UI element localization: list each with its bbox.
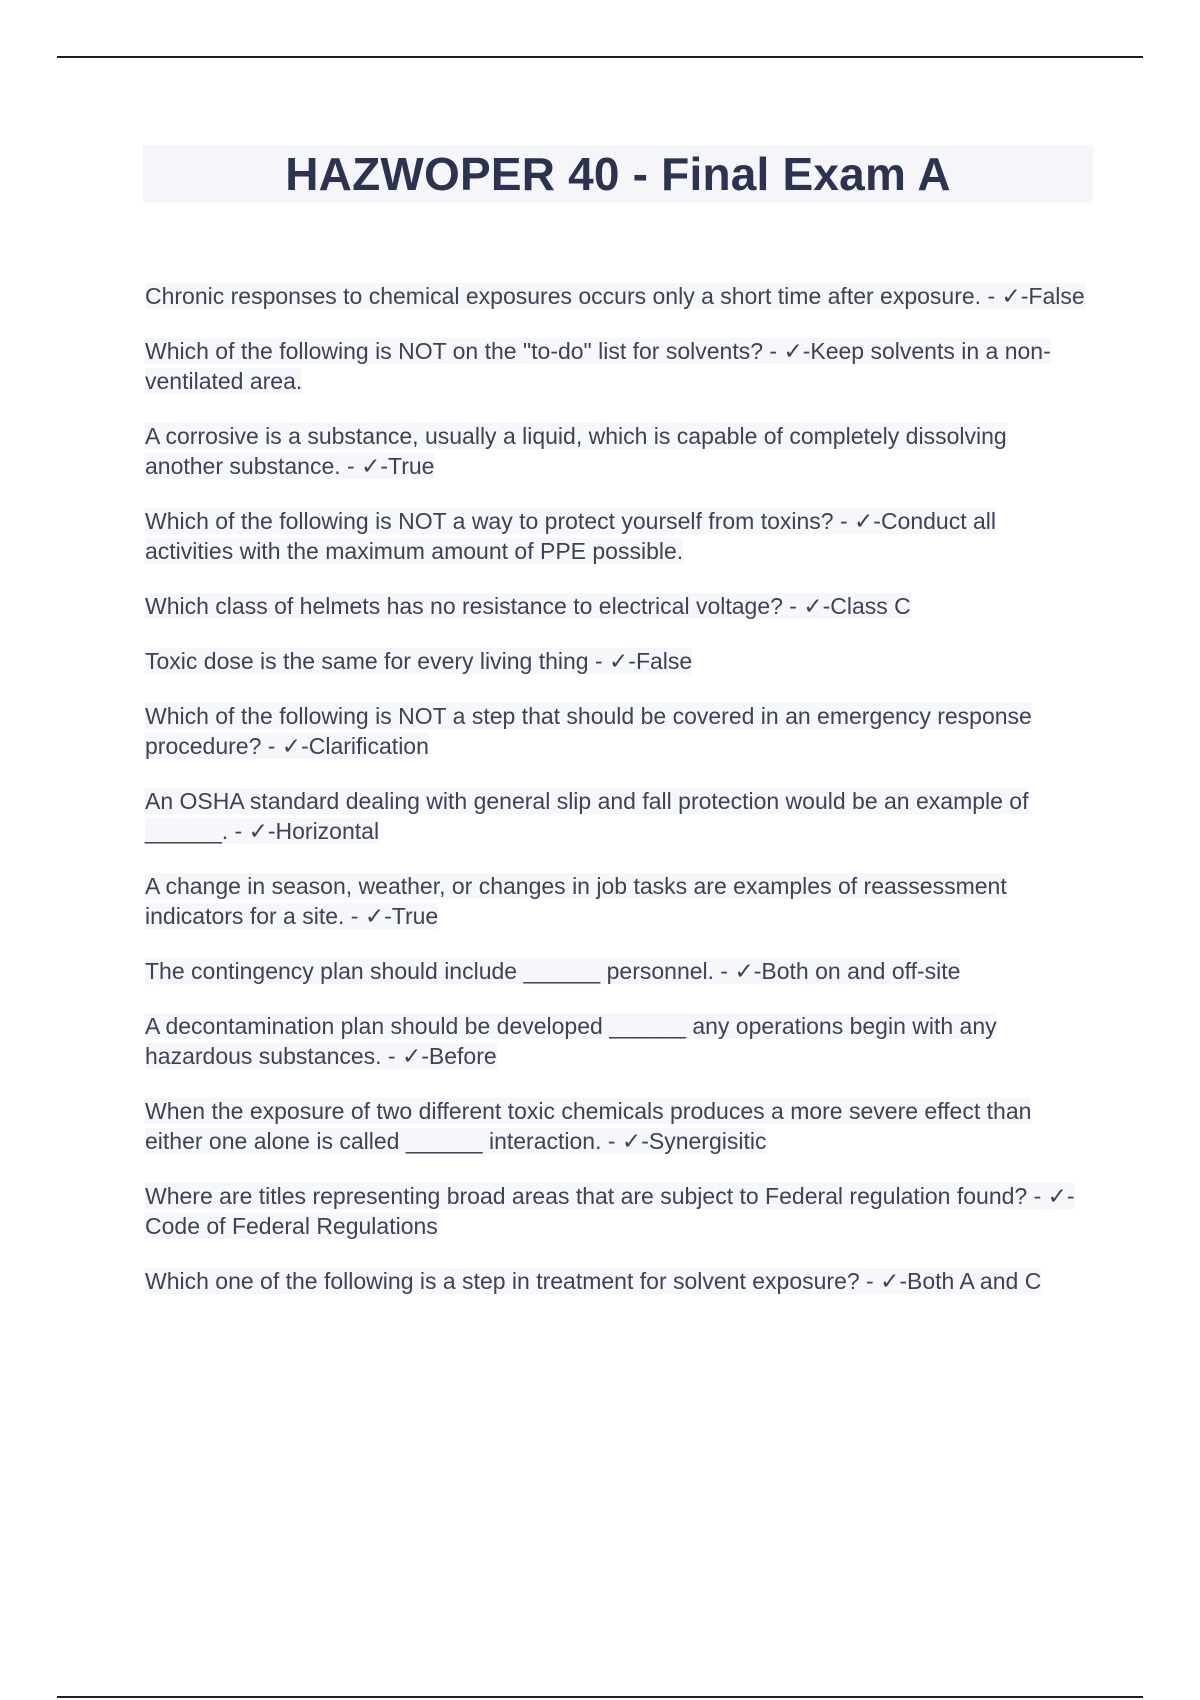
question-item xyxy=(145,646,1090,676)
title-band xyxy=(143,145,1093,203)
question-list xyxy=(145,258,1090,1321)
question-text: Which of the following is NOT a step that should be covered in an emergency response procedure? - ✓-Clarification xyxy=(145,703,1032,759)
question-text: Which class of helmets has no resistance to electrical voltage? - ✓-Class C xyxy=(145,593,911,619)
question-text: The contingency plan should include ______ personnel. - ✓-Both on and off-site xyxy=(145,958,961,984)
question-text: Chronic responses to chemical exposures occurs only a short time after exposure. - ✓-False xyxy=(145,283,1085,309)
question-item xyxy=(145,1181,1090,1241)
question-item xyxy=(145,956,1090,986)
question-text: Toxic dose is the same for every living thing - ✓-False xyxy=(145,648,693,674)
question-text: An OSHA standard dealing with general slip and fall protection would be an example of ______. - ✓-Horizontal xyxy=(145,788,1029,844)
question-item xyxy=(145,1266,1090,1296)
question-text: Where are titles representing broad areas that are subject to Federal regulation found? - ✓-Code of Federal Regulations xyxy=(145,1183,1075,1239)
question-item xyxy=(145,871,1090,931)
question-item xyxy=(145,591,1090,621)
question-text: A decontamination plan should be developed ______ any operations begin with any hazardous substances. - ✓-Before xyxy=(145,1013,997,1069)
question-text: Which one of the following is a step in treatment for solvent exposure? - ✓-Both A and C xyxy=(145,1268,1042,1294)
page-title: HAZWOPER 40 - Final Exam A xyxy=(285,148,951,200)
question-item xyxy=(145,281,1090,311)
question-text: Which of the following is NOT on the "to-do" list for solvents? - ✓-Keep solvents in a non-ventilated area. xyxy=(145,338,1051,394)
question-item xyxy=(145,336,1090,396)
question-item xyxy=(145,786,1090,846)
question-item xyxy=(145,506,1090,566)
question-text: A corrosive is a substance, usually a liquid, which is capable of completely dissolving another substance. - ✓-True xyxy=(145,423,1007,479)
question-item xyxy=(145,701,1090,761)
question-text: A change in season, weather, or changes in job tasks are examples of reassessment indicators for a site. - ✓-True xyxy=(145,873,1007,929)
question-item xyxy=(145,1096,1090,1156)
question-item xyxy=(145,421,1090,481)
question-text: Which of the following is NOT a way to protect yourself from toxins? - ✓-Conduct all activities with the maximum amount of PPE possible. xyxy=(145,508,997,564)
top-divider xyxy=(57,56,1143,58)
bottom-divider xyxy=(57,1696,1143,1698)
question-text: When the exposure of two different toxic chemicals produces a more severe effect than either one alone is called ______ interaction. - ✓-Synergisitic xyxy=(145,1098,1032,1154)
question-item xyxy=(145,1011,1090,1071)
